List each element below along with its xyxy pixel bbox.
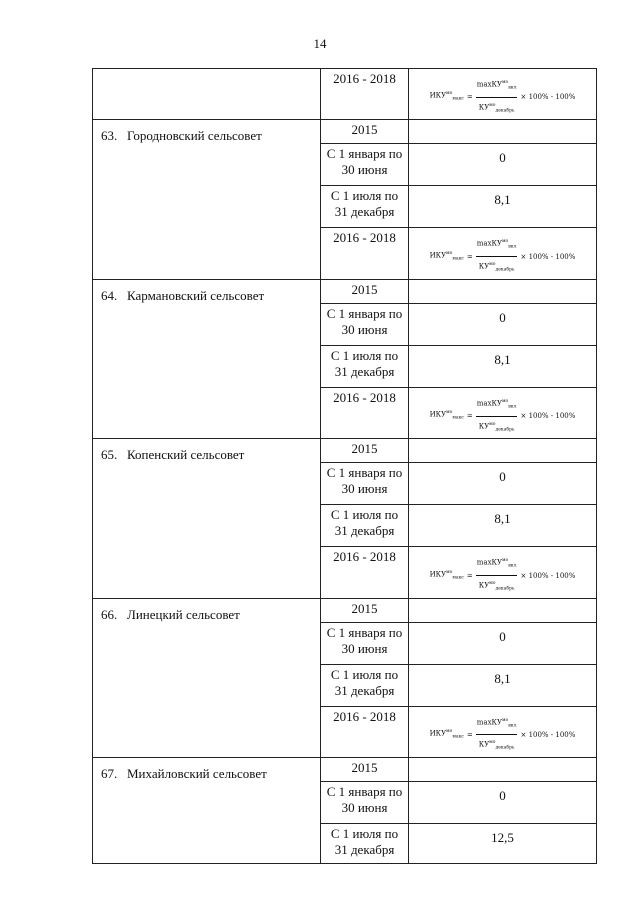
name-cell: 63. Городновский сельсовет (93, 120, 321, 279)
period-cell: С 1 января по 30 июня (321, 303, 409, 345)
period-cell: 2016 - 2018 (321, 547, 409, 598)
table-row (93, 69, 597, 120)
period-cell: С 1 января по 30 июня (321, 622, 409, 664)
value-cell (409, 439, 597, 463)
period-cell: 2016 - 2018 (321, 387, 409, 438)
period-cell: С 1 января по 30 июня (321, 463, 409, 505)
name-cell: 65. Копенский сельсовет (93, 439, 321, 598)
value-cell (409, 758, 597, 782)
value-cell: 0 (409, 303, 597, 345)
formula: $ИКУ^{мо}_{макс}$ = $\frac{\max КУ^{мо}_{вкл}}{КУ^{мо}_{декабрь}}$ × 100% - 100% (409, 713, 596, 757)
period-cell: С 1 июля по 31 декабря (321, 186, 409, 228)
table-row (93, 758, 597, 782)
value-cell: 12,5 (409, 824, 597, 864)
page-number: 14 (313, 36, 327, 51)
value-cell (409, 120, 597, 144)
table-row (93, 439, 597, 463)
value-cell: 8,1 (409, 664, 597, 706)
name-cell: 66. Линецкий сельсовет (93, 598, 321, 757)
period-cell: 2015 (321, 598, 409, 622)
value-cell: 0 (409, 463, 597, 505)
table-row (93, 120, 597, 144)
value-cell (409, 279, 597, 303)
value-cell: 0 (409, 144, 597, 186)
name-cell (93, 69, 321, 120)
period-cell: 2016 - 2018 (321, 706, 409, 757)
name-cell: 64. Кармановский сельсовет (93, 279, 321, 438)
period-cell: 2015 (321, 120, 409, 144)
formula: $ИКУ^{мо}_{макс}$ = $\frac{\max КУ^{мо}_{вкл}}{КУ^{мо}_{декабрь}}$ × 100% - 100% (409, 234, 596, 278)
period-cell: С 1 января по 30 июня (321, 144, 409, 186)
name-cell: 67. Михайловский сельсовет (93, 758, 321, 864)
value-cell: 8,1 (409, 345, 597, 387)
formula-cell (409, 706, 597, 757)
period-cell: 2016 - 2018 (321, 69, 409, 120)
value-cell: 8,1 (409, 186, 597, 228)
period-cell: С 1 июля по 31 декабря (321, 664, 409, 706)
formula-cell (409, 547, 597, 598)
period-cell: 2016 - 2018 (321, 228, 409, 279)
period-cell: С 1 июля по 31 декабря (321, 345, 409, 387)
value-cell (409, 598, 597, 622)
formula-cell (409, 228, 597, 279)
tariff-table (92, 68, 597, 864)
table-row (93, 598, 597, 622)
period-cell: 2015 (321, 279, 409, 303)
formula-cell (409, 69, 597, 120)
formula: $ИКУ^{мо}_{макс}$ = $\frac{\max КУ^{мо}_{вкл}}{КУ^{мо}_{декабрь}}$ × 100% - 100% (409, 553, 596, 597)
value-cell: 0 (409, 782, 597, 824)
formula: $ИКУ^{мо}_{макс}$ = $\frac{\max КУ^{мо}_{вкл}}{КУ^{мо}_{декабрь}}$ × 100% - 100% (409, 75, 596, 119)
formula-cell (409, 387, 597, 438)
value-cell: 8,1 (409, 505, 597, 547)
period-cell: С 1 июля по 31 декабря (321, 824, 409, 864)
value-cell: 0 (409, 622, 597, 664)
formula: $ИКУ^{мо}_{макс}$ = $\frac{\max КУ^{мо}_{вкл}}{КУ^{мо}_{декабрь}}$ × 100% - 100% (409, 394, 596, 438)
period-cell: 2015 (321, 439, 409, 463)
period-cell: 2015 (321, 758, 409, 782)
period-cell: С 1 января по 30 июня (321, 782, 409, 824)
period-cell: С 1 июля по 31 декабря (321, 505, 409, 547)
table-row (93, 279, 597, 303)
